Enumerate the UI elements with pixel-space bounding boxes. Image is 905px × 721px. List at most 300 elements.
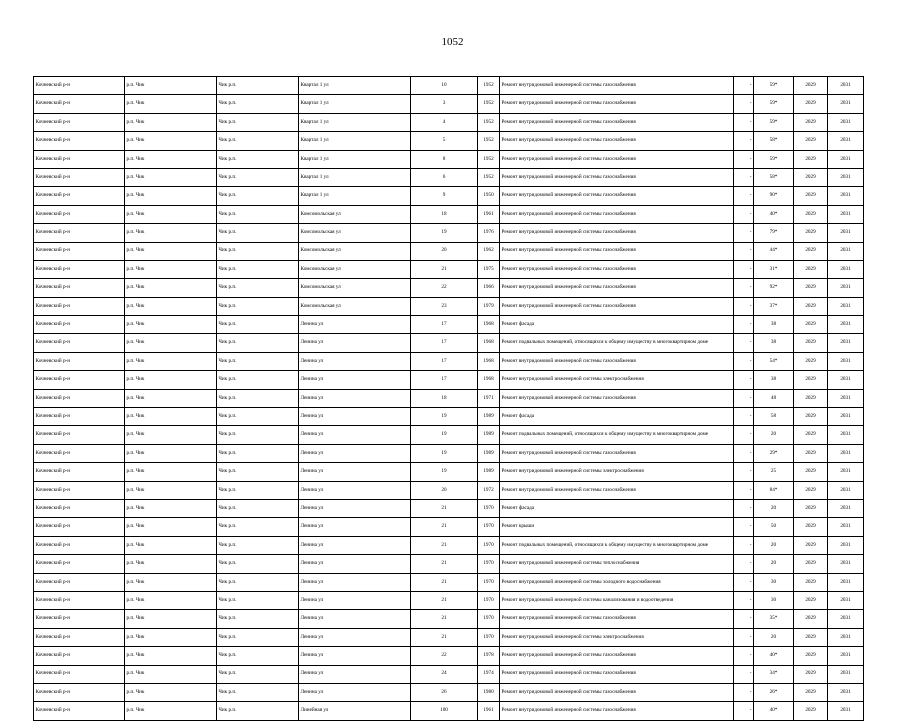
district-cell: Кочневский р-н [34, 702, 125, 720]
street-cell: Квартал 1 ул [299, 150, 411, 168]
house-number-cell: 24 [411, 665, 478, 683]
district-cell: Кочневский р-н [34, 334, 125, 352]
house-number-cell: 21 [411, 499, 478, 517]
build-year-cell: 1961 [478, 205, 500, 223]
empty-value-cell: - [734, 242, 754, 260]
street-cell: Комсомольская ул [299, 224, 411, 242]
settlement-cell: р.п. Чик [125, 444, 217, 462]
start-year-cell: 2029 [794, 168, 828, 186]
house-number-cell: 17 [411, 371, 478, 389]
start-year-cell: 2029 [794, 702, 828, 720]
table-row [34, 279, 864, 297]
end-year-cell: 2031 [828, 499, 864, 517]
work-type-cell: Ремонт внутридомовой инженерной системы газоснабжения [500, 260, 734, 278]
street-cell: Ленина ул [299, 352, 411, 370]
empty-value-cell: - [734, 224, 754, 242]
start-year-cell: 2029 [794, 187, 828, 205]
table-row [34, 647, 864, 665]
empty-value-cell: - [734, 463, 754, 481]
street-cell: Ленина ул [299, 555, 411, 573]
locality-cell: Чик р.п. [217, 260, 299, 278]
street-cell: Ленина ул [299, 463, 411, 481]
house-number-cell: 20 [411, 481, 478, 499]
house-number-cell: 9 [411, 187, 478, 205]
cost-cell: 59* [754, 77, 794, 95]
start-year-cell: 2029 [794, 408, 828, 426]
locality-cell: Чик р.п. [217, 205, 299, 223]
empty-value-cell: - [734, 95, 754, 113]
start-year-cell: 2029 [794, 352, 828, 370]
work-type-cell: Ремонт внутридомовой инженерной системы газоснабжения [500, 150, 734, 168]
build-year-cell: 1952 [478, 95, 500, 113]
settlement-cell: р.п. Чик [125, 426, 217, 444]
cost-cell: 30 [754, 573, 794, 591]
district-cell: Кочневский р-н [34, 683, 125, 701]
end-year-cell: 2031 [828, 536, 864, 554]
locality-cell: Чик р.п. [217, 408, 299, 426]
settlement-cell: р.п. Чик [125, 205, 217, 223]
settlement-cell: р.п. Чик [125, 297, 217, 315]
end-year-cell: 2031 [828, 444, 864, 462]
work-type-cell: Ремонт внутридомовой инженерной системы газоснабжения [500, 665, 734, 683]
locality-cell: Чик р.п. [217, 334, 299, 352]
cost-cell: 38 [754, 371, 794, 389]
end-year-cell: 2031 [828, 260, 864, 278]
table-row [34, 77, 864, 95]
cost-cell: 29* [754, 444, 794, 462]
locality-cell: Чик р.п. [217, 555, 299, 573]
empty-value-cell: - [734, 426, 754, 444]
start-year-cell: 2029 [794, 77, 828, 95]
settlement-cell: р.п. Чик [125, 683, 217, 701]
table-row [34, 132, 864, 150]
street-cell: Линейная ул [299, 702, 411, 720]
build-year-cell: 1989 [478, 408, 500, 426]
street-cell: Комсомольская ул [299, 279, 411, 297]
district-cell: Кочневский р-н [34, 610, 125, 628]
locality-cell: Чик р.п. [217, 702, 299, 720]
end-year-cell: 2031 [828, 168, 864, 186]
start-year-cell: 2029 [794, 205, 828, 223]
start-year-cell: 2029 [794, 224, 828, 242]
work-type-cell: Ремонт внутридомовой инженерной системы холодного водоснабжения [500, 573, 734, 591]
start-year-cell: 2029 [794, 150, 828, 168]
district-cell: Кочневский р-н [34, 352, 125, 370]
start-year-cell: 2029 [794, 316, 828, 334]
district-cell: Кочневский р-н [34, 518, 125, 536]
empty-value-cell: - [734, 316, 754, 334]
house-number-cell: 4 [411, 113, 478, 131]
build-year-cell: 1952 [478, 150, 500, 168]
empty-value-cell: - [734, 573, 754, 591]
cost-cell: 20 [754, 555, 794, 573]
start-year-cell: 2029 [794, 334, 828, 352]
street-cell: Комсомольская ул [299, 297, 411, 315]
start-year-cell: 2029 [794, 683, 828, 701]
house-number-cell: 22 [411, 279, 478, 297]
repair-schedule-table [33, 76, 864, 721]
house-number-cell: 6 [411, 168, 478, 186]
build-year-cell: 1961 [478, 702, 500, 720]
locality-cell: Чик р.п. [217, 665, 299, 683]
table-row [34, 389, 864, 407]
locality-cell: Чик р.п. [217, 352, 299, 370]
house-number-cell: 19 [411, 444, 478, 462]
table-row [34, 168, 864, 186]
empty-value-cell: - [734, 77, 754, 95]
street-cell: Комсомольская ул [299, 205, 411, 223]
empty-value-cell: - [734, 444, 754, 462]
end-year-cell: 2031 [828, 113, 864, 131]
cost-cell: 20 [754, 426, 794, 444]
table-row [34, 702, 864, 720]
table-row [34, 610, 864, 628]
cost-cell: 34* [754, 665, 794, 683]
start-year-cell: 2029 [794, 463, 828, 481]
house-number-cell: 19 [411, 463, 478, 481]
district-cell: Кочневский р-н [34, 426, 125, 444]
settlement-cell: р.п. Чик [125, 242, 217, 260]
district-cell: Кочневский р-н [34, 95, 125, 113]
start-year-cell: 2029 [794, 426, 828, 444]
build-year-cell: 1952 [478, 168, 500, 186]
district-cell: Кочневский р-н [34, 242, 125, 260]
locality-cell: Чик р.п. [217, 426, 299, 444]
locality-cell: Чик р.п. [217, 113, 299, 131]
start-year-cell: 2029 [794, 444, 828, 462]
district-cell: Кочневский р-н [34, 132, 125, 150]
locality-cell: Чик р.п. [217, 371, 299, 389]
house-number-cell: 21 [411, 591, 478, 609]
empty-value-cell: - [734, 481, 754, 499]
table-row [34, 499, 864, 517]
settlement-cell: р.п. Чик [125, 168, 217, 186]
empty-value-cell: - [734, 334, 754, 352]
cost-cell: 84* [754, 481, 794, 499]
district-cell: Кочневский р-н [34, 77, 125, 95]
table-row [34, 113, 864, 131]
district-cell: Кочневский р-н [34, 113, 125, 131]
house-number-cell: 22 [411, 647, 478, 665]
start-year-cell: 2029 [794, 499, 828, 517]
empty-value-cell: - [734, 610, 754, 628]
cost-cell: 58* [754, 132, 794, 150]
locality-cell: Чик р.п. [217, 518, 299, 536]
house-number-cell: 23 [411, 297, 478, 315]
empty-value-cell: - [734, 591, 754, 609]
work-type-cell: Ремонт внутридомовой инженерной системы газоснабжения [500, 352, 734, 370]
end-year-cell: 2031 [828, 463, 864, 481]
district-cell: Кочневский р-н [34, 297, 125, 315]
district-cell: Кочневский р-н [34, 573, 125, 591]
house-number-cell: 19 [411, 408, 478, 426]
start-year-cell: 2029 [794, 518, 828, 536]
street-cell: Квартал 1 ул [299, 95, 411, 113]
table-row [34, 683, 864, 701]
table-row [34, 463, 864, 481]
end-year-cell: 2031 [828, 224, 864, 242]
end-year-cell: 2031 [828, 573, 864, 591]
cost-cell: 20 [754, 628, 794, 646]
empty-value-cell: - [734, 647, 754, 665]
empty-value-cell: - [734, 371, 754, 389]
cost-cell: 31* [754, 260, 794, 278]
house-number-cell: 26 [411, 683, 478, 701]
table-row [34, 260, 864, 278]
street-cell: Ленина ул [299, 426, 411, 444]
house-number-cell: 5 [411, 132, 478, 150]
table-row [34, 591, 864, 609]
end-year-cell: 2031 [828, 628, 864, 646]
build-year-cell: 1974 [478, 665, 500, 683]
work-type-cell: Ремонт внутридомовой инженерной системы газоснабжения [500, 297, 734, 315]
table-row [34, 408, 864, 426]
end-year-cell: 2031 [828, 683, 864, 701]
district-cell: Кочневский р-н [34, 316, 125, 334]
street-cell: Ленина ул [299, 316, 411, 334]
table-row [34, 224, 864, 242]
street-cell: Ленина ул [299, 371, 411, 389]
table-row [34, 426, 864, 444]
start-year-cell: 2029 [794, 132, 828, 150]
end-year-cell: 2031 [828, 242, 864, 260]
end-year-cell: 2031 [828, 371, 864, 389]
cost-cell: 38 [754, 316, 794, 334]
empty-value-cell: - [734, 555, 754, 573]
table-row [34, 205, 864, 223]
cost-cell: 40* [754, 647, 794, 665]
settlement-cell: р.п. Чик [125, 499, 217, 517]
settlement-cell: р.п. Чик [125, 113, 217, 131]
street-cell: Комсомольская ул [299, 242, 411, 260]
locality-cell: Чик р.п. [217, 573, 299, 591]
empty-value-cell: - [734, 150, 754, 168]
work-type-cell: Ремонт фасада [500, 408, 734, 426]
table-row [34, 481, 864, 499]
start-year-cell: 2029 [794, 647, 828, 665]
empty-value-cell: - [734, 260, 754, 278]
settlement-cell: р.п. Чик [125, 408, 217, 426]
district-cell: Кочневский р-н [34, 187, 125, 205]
work-type-cell: Ремонт внутридомовой инженерной системы газоснабжения [500, 389, 734, 407]
district-cell: Кочневский р-н [34, 463, 125, 481]
table-body [34, 77, 864, 721]
locality-cell: Чик р.п. [217, 389, 299, 407]
locality-cell: Чик р.п. [217, 536, 299, 554]
cost-cell: 20 [754, 499, 794, 517]
district-cell: Кочневский р-н [34, 555, 125, 573]
locality-cell: Чик р.п. [217, 499, 299, 517]
house-number-cell: 17 [411, 334, 478, 352]
end-year-cell: 2031 [828, 408, 864, 426]
build-year-cell: 1970 [478, 555, 500, 573]
work-type-cell: Ремонт фасада [500, 316, 734, 334]
build-year-cell: 1971 [478, 389, 500, 407]
build-year-cell: 1979 [478, 297, 500, 315]
table-row [34, 518, 864, 536]
empty-value-cell: - [734, 113, 754, 131]
cost-cell: 58 [754, 408, 794, 426]
street-cell: Ленина ул [299, 665, 411, 683]
cost-cell: 59* [754, 95, 794, 113]
work-type-cell: Ремонт внутридомовой инженерной системы электроснабжения [500, 628, 734, 646]
end-year-cell: 2031 [828, 555, 864, 573]
district-cell: Кочневский р-н [34, 628, 125, 646]
street-cell: Ленина ул [299, 573, 411, 591]
settlement-cell: р.п. Чик [125, 555, 217, 573]
district-cell: Кочневский р-н [34, 224, 125, 242]
district-cell: Кочневский р-н [34, 168, 125, 186]
work-type-cell: Ремонт подвальных помещений, относящихся к общему имуществу в многоквартирном доме [500, 334, 734, 352]
street-cell: Ленина ул [299, 408, 411, 426]
work-type-cell: Ремонт внутридомовой инженерной системы газоснабжения [500, 242, 734, 260]
district-cell: Кочневский р-н [34, 647, 125, 665]
street-cell: Ленина ул [299, 647, 411, 665]
street-cell: Ленина ул [299, 518, 411, 536]
build-year-cell: 1952 [478, 77, 500, 95]
house-number-cell: 21 [411, 610, 478, 628]
cost-cell: 25 [754, 463, 794, 481]
table-row [34, 628, 864, 646]
district-cell: Кочневский р-н [34, 389, 125, 407]
house-number-cell: 20 [411, 242, 478, 260]
table-row [34, 334, 864, 352]
work-type-cell: Ремонт внутридомовой инженерной системы газоснабжения [500, 279, 734, 297]
end-year-cell: 2031 [828, 187, 864, 205]
street-cell: Ленина ул [299, 481, 411, 499]
cost-cell: 37* [754, 297, 794, 315]
end-year-cell: 2031 [828, 665, 864, 683]
end-year-cell: 2031 [828, 647, 864, 665]
start-year-cell: 2029 [794, 242, 828, 260]
start-year-cell: 2029 [794, 95, 828, 113]
house-number-cell: 21 [411, 518, 478, 536]
house-number-cell: 21 [411, 536, 478, 554]
build-year-cell: 1952 [478, 113, 500, 131]
start-year-cell: 2029 [794, 610, 828, 628]
end-year-cell: 2031 [828, 334, 864, 352]
start-year-cell: 2029 [794, 481, 828, 499]
work-type-cell: Ремонт крыши [500, 518, 734, 536]
settlement-cell: р.п. Чик [125, 647, 217, 665]
table-row [34, 242, 864, 260]
build-year-cell: 1989 [478, 444, 500, 462]
settlement-cell: р.п. Чик [125, 334, 217, 352]
locality-cell: Чик р.п. [217, 647, 299, 665]
locality-cell: Чик р.п. [217, 610, 299, 628]
settlement-cell: р.п. Чик [125, 536, 217, 554]
end-year-cell: 2031 [828, 77, 864, 95]
house-number-cell: 3 [411, 95, 478, 113]
build-year-cell: 1970 [478, 573, 500, 591]
cost-cell: 20 [754, 536, 794, 554]
end-year-cell: 2031 [828, 481, 864, 499]
settlement-cell: р.п. Чик [125, 371, 217, 389]
build-year-cell: 1968 [478, 352, 500, 370]
settlement-cell: р.п. Чик [125, 95, 217, 113]
work-type-cell: Ремонт внутридомовой инженерной системы газоснабжения [500, 683, 734, 701]
work-type-cell: Ремонт фасада [500, 499, 734, 517]
settlement-cell: р.п. Чик [125, 573, 217, 591]
street-cell: Квартал 1 ул [299, 77, 411, 95]
table-row [34, 187, 864, 205]
table-row [34, 352, 864, 370]
settlement-cell: р.п. Чик [125, 352, 217, 370]
cost-cell: 40* [754, 205, 794, 223]
settlement-cell: р.п. Чик [125, 187, 217, 205]
empty-value-cell: - [734, 132, 754, 150]
build-year-cell: 1978 [478, 647, 500, 665]
build-year-cell: 1989 [478, 426, 500, 444]
settlement-cell: р.п. Чик [125, 628, 217, 646]
table-row [34, 444, 864, 462]
work-type-cell: Ремонт внутридомовой инженерной системы электроснабжения [500, 463, 734, 481]
street-cell: Ленина ул [299, 610, 411, 628]
locality-cell: Чик р.п. [217, 297, 299, 315]
work-type-cell: Ремонт внутридомовой инженерной системы газоснабжения [500, 610, 734, 628]
cost-cell: 38 [754, 334, 794, 352]
house-number-cell: 19 [411, 426, 478, 444]
house-number-cell: 100 [411, 702, 478, 720]
build-year-cell: 1970 [478, 536, 500, 554]
settlement-cell: р.п. Чик [125, 481, 217, 499]
cost-cell: 50 [754, 518, 794, 536]
empty-value-cell: - [734, 168, 754, 186]
locality-cell: Чик р.п. [217, 95, 299, 113]
district-cell: Кочневский р-н [34, 499, 125, 517]
district-cell: Кочневский р-н [34, 150, 125, 168]
build-year-cell: 1972 [478, 481, 500, 499]
district-cell: Кочневский р-н [34, 665, 125, 683]
work-type-cell: Ремонт внутридомовой инженерной системы газоснабжения [500, 95, 734, 113]
empty-value-cell: - [734, 628, 754, 646]
empty-value-cell: - [734, 205, 754, 223]
locality-cell: Чик р.п. [217, 444, 299, 462]
start-year-cell: 2029 [794, 555, 828, 573]
work-type-cell: Ремонт внутридомовой инженерной системы газоснабжения [500, 444, 734, 462]
cost-cell: 92* [754, 279, 794, 297]
settlement-cell: р.п. Чик [125, 150, 217, 168]
settlement-cell: р.п. Чик [125, 665, 217, 683]
cost-cell: 59* [754, 150, 794, 168]
cost-cell: 48 [754, 389, 794, 407]
empty-value-cell: - [734, 683, 754, 701]
street-cell: Ленина ул [299, 536, 411, 554]
locality-cell: Чик р.п. [217, 224, 299, 242]
locality-cell: Чик р.п. [217, 150, 299, 168]
locality-cell: Чик р.п. [217, 316, 299, 334]
house-number-cell: 19 [411, 224, 478, 242]
work-type-cell: Ремонт внутридомовой инженерной системы газоснабжения [500, 132, 734, 150]
settlement-cell: р.п. Чик [125, 132, 217, 150]
locality-cell: Чик р.п. [217, 132, 299, 150]
table-row [34, 555, 864, 573]
empty-value-cell: - [734, 187, 754, 205]
locality-cell: Чик р.п. [217, 481, 299, 499]
work-type-cell: Ремонт внутридомовой инженерной системы газоснабжения [500, 168, 734, 186]
empty-value-cell: - [734, 518, 754, 536]
build-year-cell: 1968 [478, 371, 500, 389]
end-year-cell: 2031 [828, 279, 864, 297]
locality-cell: Чик р.п. [217, 463, 299, 481]
street-cell: Ленина ул [299, 591, 411, 609]
table-row [34, 536, 864, 554]
build-year-cell: 1950 [478, 187, 500, 205]
street-cell: Комсомольская ул [299, 260, 411, 278]
district-cell: Кочневский р-н [34, 371, 125, 389]
table-row [34, 573, 864, 591]
settlement-cell: р.п. Чик [125, 224, 217, 242]
